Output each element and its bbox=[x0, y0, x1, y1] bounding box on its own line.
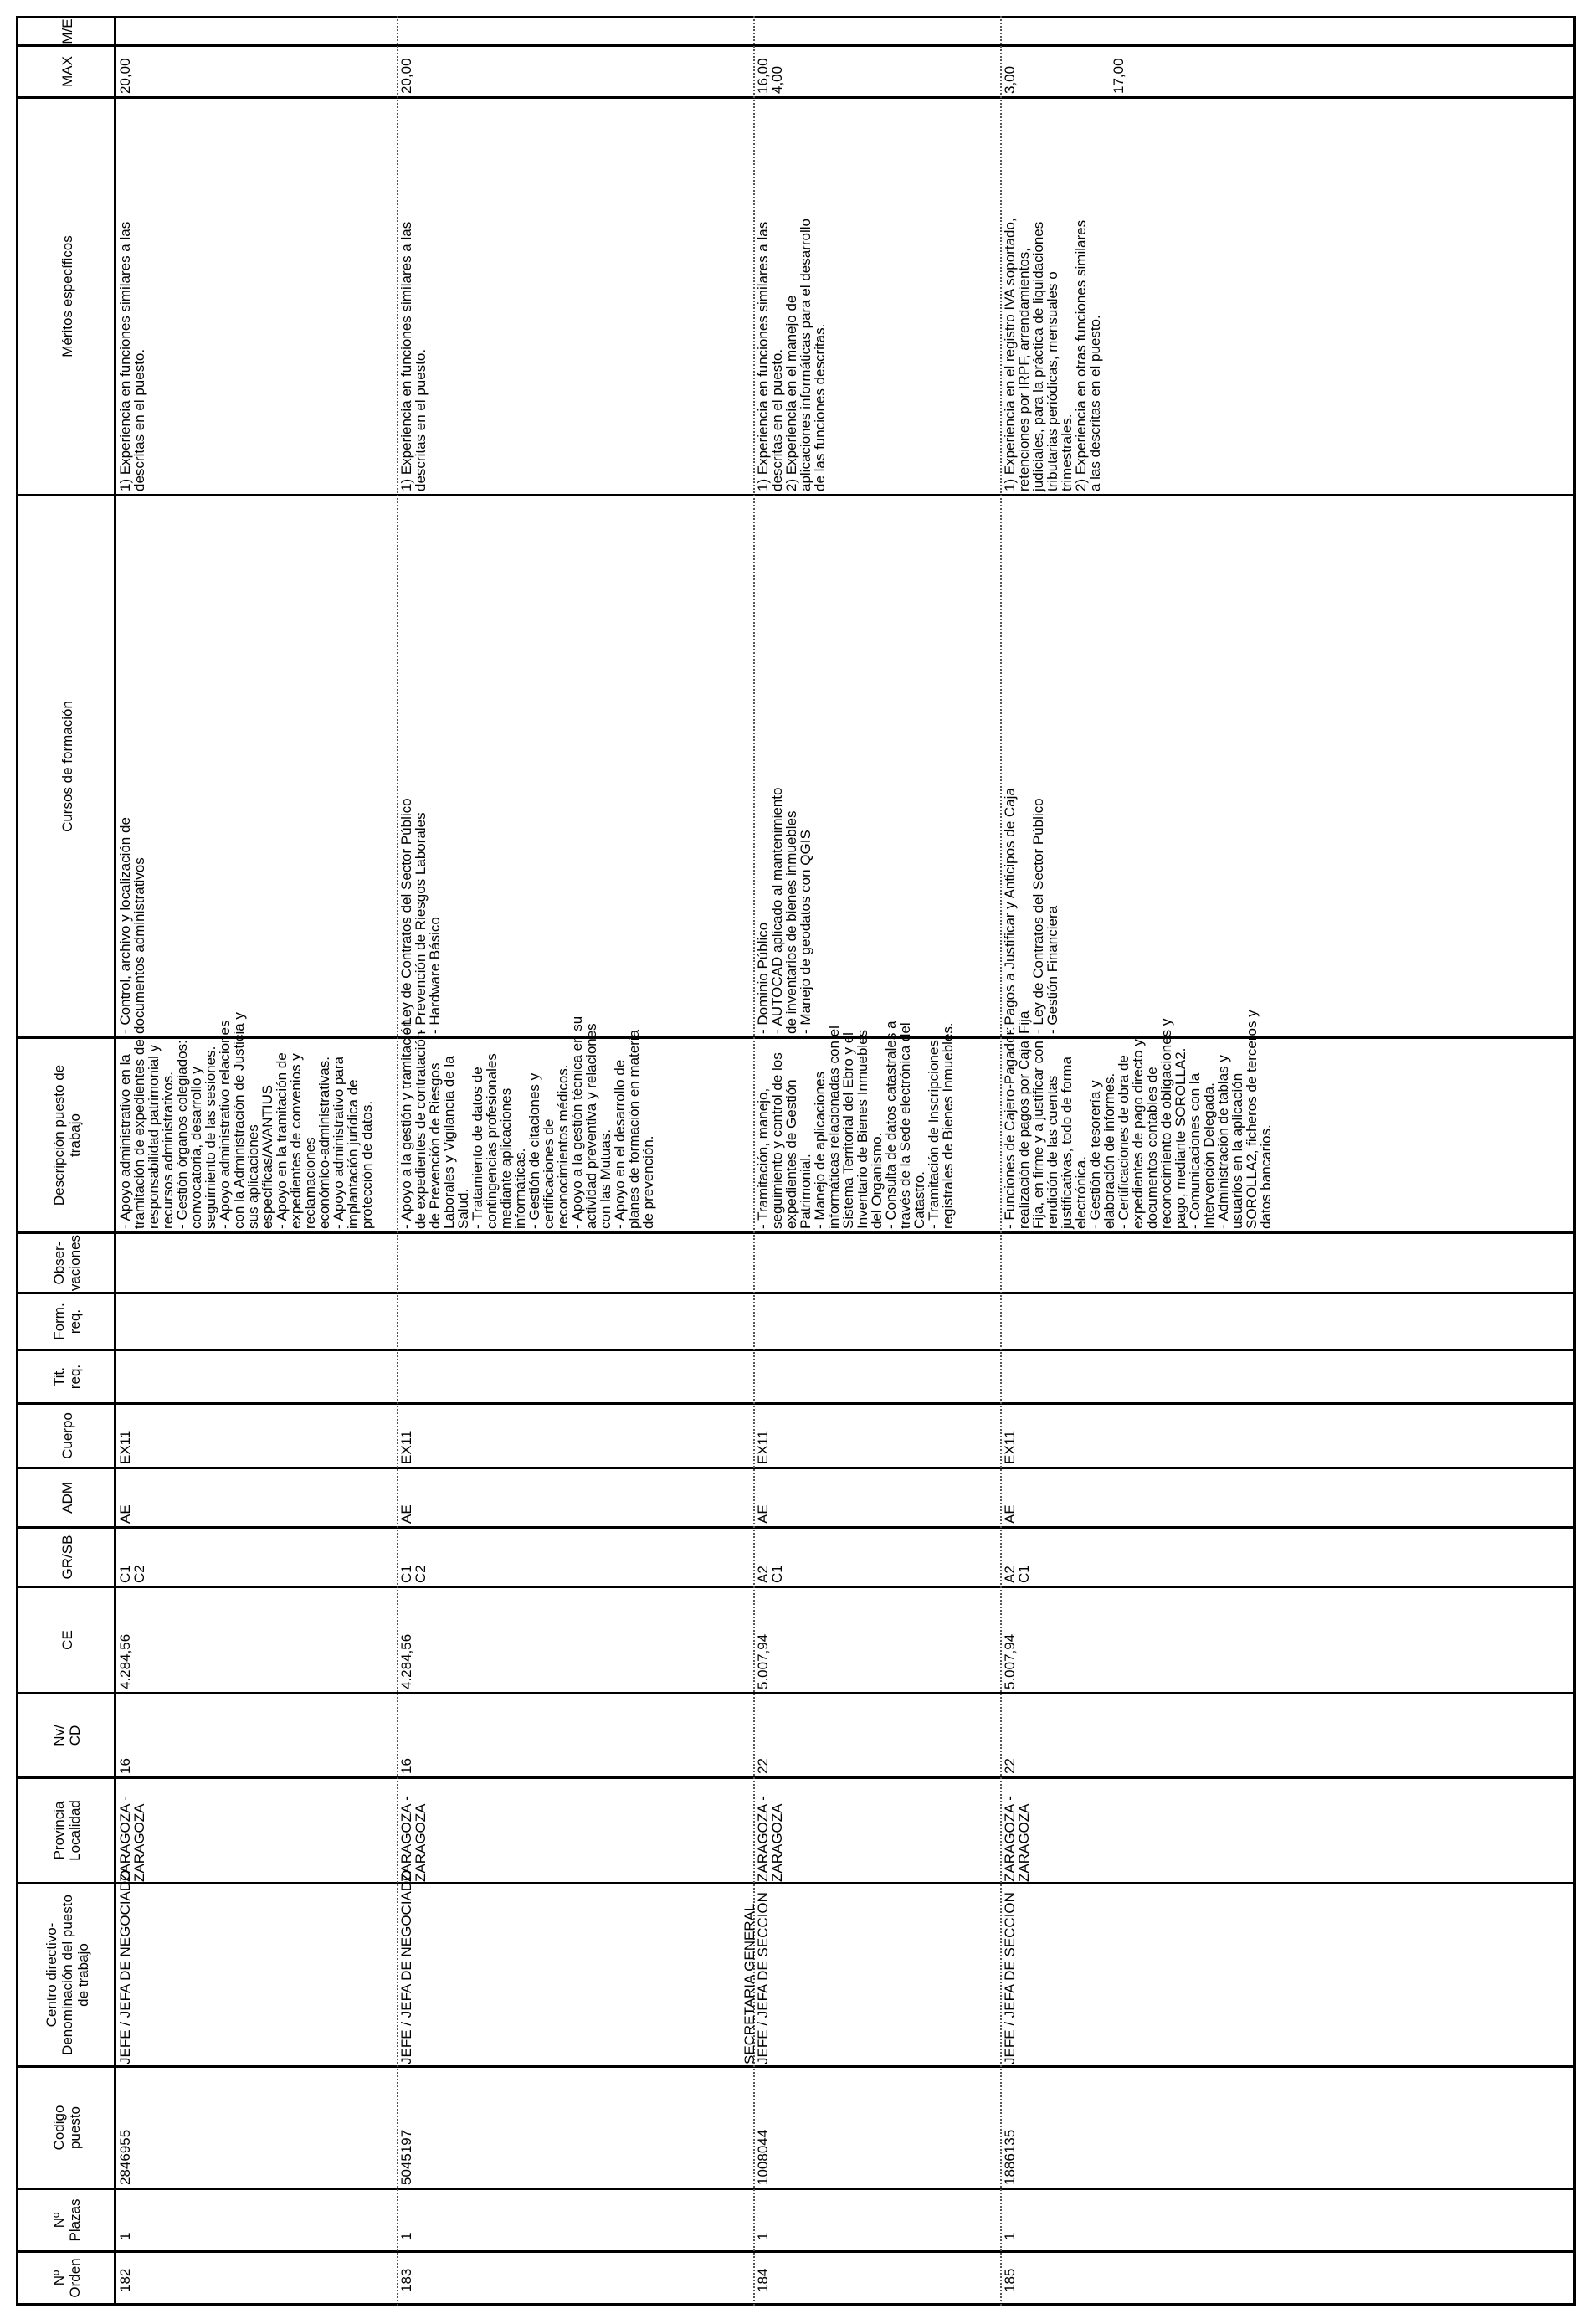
cell-ce: 4.284,56 bbox=[398, 1633, 414, 1689]
cell-provincia: ZARAGOZA - ZARAGOZA bbox=[398, 1796, 429, 1882]
header-titulacion: Tit. req. bbox=[51, 1364, 83, 1390]
cell-orden: 185 bbox=[1002, 2268, 1018, 2292]
cell-descripcion: - Funciones de Cajero-Pagador: realización de pagos por Caja Fija, en firme y a justificar con rendición de las cuentas justificativas, todo de forma electrónica. - Gestión de tesorería y elaboración de informes. - Certificaciones de obra de expedientes de pago directo y documentos contables de reconocimiento de obligaciones y pago, mediante SOROLLA2. - Comunicaciones con la Intervención Delegada. - Administración de tablas y usuarios en la aplicación SOROLLA2, ficheros de terceros y datos bancarios. bbox=[1002, 1010, 1274, 1229]
cell-adm: AE bbox=[1002, 1504, 1018, 1524]
cell-provincia: ZARAGOZA - ZARAGOZA bbox=[117, 1796, 147, 1882]
column-divider bbox=[16, 1882, 1576, 1884]
cell-codigo: 1886135 bbox=[1002, 2129, 1018, 2185]
header-orden: Nº Orden bbox=[51, 2258, 83, 2298]
cell-ce: 5.007,94 bbox=[755, 1633, 771, 1689]
cell-nivel: 22 bbox=[755, 1758, 771, 1774]
cell-cuerpo: EX11 bbox=[117, 1430, 133, 1464]
cell-centro: JEFE / JEFA DE NEGOCIADO bbox=[398, 1869, 414, 2064]
cell-nivel: 16 bbox=[117, 1758, 133, 1774]
cell-centro: JEFE / JEFA DE SECCION bbox=[755, 1892, 771, 2064]
header-codigo: Codigo puesto bbox=[51, 2105, 83, 2151]
cell-adm: AE bbox=[755, 1504, 771, 1524]
cell-grupo: C1 C2 bbox=[117, 1565, 147, 1583]
cell-centro-group: SECRETARIA GENERAL bbox=[742, 1903, 757, 2064]
column-divider bbox=[16, 1692, 1576, 1694]
cell-descripcion: - Tramitación, manejo, seguimiento y control de los expedientes de Gestión Patrimonial. - Manejo de aplicaciones informáticas relacionadas con el Sistema Territorial del Ebro y el Inventario de Bienes Inmuebles del Organismo. - Consulta de datos catastrales a través de la Sede electrónica del Catastro. - Tramitación de Inscripciones registrales de Bienes Inmuebles. bbox=[755, 1021, 956, 1229]
cell-plazas: 1 bbox=[755, 2232, 771, 2240]
cell-cursos: - Control, archivo y localización de documentos administrativos bbox=[117, 817, 147, 1034]
cell-max: 20,00 bbox=[398, 58, 414, 94]
column-divider bbox=[16, 2250, 1576, 2253]
column-divider bbox=[16, 1402, 1576, 1405]
cell-meritos: 1) Experiencia en funciones similares a las descritas en el puesto. bbox=[398, 221, 429, 491]
cell-codigo: 1008044 bbox=[755, 2129, 771, 2185]
cell-plazas: 1 bbox=[117, 2232, 133, 2240]
cell-cuerpo: EX11 bbox=[755, 1430, 771, 1464]
cell-ce: 4.284,56 bbox=[117, 1633, 133, 1689]
column-divider bbox=[16, 2188, 1576, 2190]
header-observaciones: Obser- vaciones bbox=[51, 1234, 83, 1292]
cell-plazas: 1 bbox=[1002, 2232, 1018, 2240]
cell-max: 16,00 4,00 bbox=[755, 58, 785, 94]
cell-max: 3,00 bbox=[1002, 65, 1018, 94]
header-me: M/E bbox=[59, 18, 75, 44]
cell-orden: 184 bbox=[755, 2268, 771, 2292]
header-formacion: Form. req. bbox=[51, 1303, 83, 1340]
cell-orden: 183 bbox=[398, 2268, 414, 2292]
cell-provincia: ZARAGOZA - ZARAGOZA bbox=[755, 1796, 785, 1882]
cell-provincia: ZARAGOZA - ZARAGOZA bbox=[1002, 1796, 1032, 1882]
header-adm: ADM bbox=[59, 1482, 75, 1514]
column-divider bbox=[16, 1776, 1576, 1779]
cell-codigo: 2846955 bbox=[117, 2129, 133, 2185]
column-divider bbox=[16, 1586, 1576, 1588]
column-divider bbox=[16, 1467, 1576, 1469]
cell-meritos: 1) Experiencia en funciones similares a las descritas en el puesto. 2) Experiencia en el manejo de aplicaciones informáticas para el desarrollo de las funciones descritas. bbox=[755, 219, 828, 491]
cell-orden: 182 bbox=[117, 2268, 133, 2292]
cell-meritos: 1) Experiencia en el registro IVA soportado, retenciones por IRPF, arrendamientos, judiciales, para la práctica de liquidaciones tributarias periódicas, mensuales o trimestrales. 2) Experiencia en otras funciones similares a las descritas en el puesto. bbox=[1002, 218, 1103, 491]
header-ce: CE bbox=[59, 1630, 75, 1650]
cell-cuerpo: EX11 bbox=[398, 1430, 414, 1464]
cell-cursos: - Ley de Contratos del Sector Público - Prevención de Riesgos Laborales - Hardware Básico bbox=[398, 798, 443, 1034]
cell-ce: 5.007,94 bbox=[1002, 1633, 1018, 1689]
column-divider bbox=[16, 1526, 1576, 1529]
cell-adm: AE bbox=[117, 1504, 133, 1524]
cell-centro: JEFE / JEFA DE NEGOCIADO bbox=[117, 1869, 133, 2064]
cell-max: 20,00 bbox=[117, 58, 133, 94]
header-centro: Centro directivo- Denominación del puesto de trabajo bbox=[43, 1895, 91, 2055]
cell-codigo: 5045197 bbox=[398, 2129, 414, 2185]
header-cuerpo: Cuerpo bbox=[59, 1412, 75, 1459]
cell-max-2: 17,00 bbox=[1111, 58, 1127, 94]
header-cursos: Cursos de formación bbox=[59, 701, 75, 832]
cell-cursos: - Pagos a Justificar y Anticipos de Caja Fija - Ley de Contratos del Sector Público - Gestión Financiera bbox=[1002, 788, 1060, 1034]
cell-descripcion: - Apoyo administrativo en la tramitación de expedientes de responsabilidad patrimonial y recursos administrativos. - Gestión órganos colegiados: convocatoria, desarrollo y seguimiento de las sesiones. - Apoyo administrativo relaciones con la Administración de Justicia y sus aplicaciones específicas/AVANTIUS - Apoyo en la tramitación de expedientes de convenios y reclamaciones económico-administrativas. - Apoyo administrativo para implantación jurídica de protección de datos. bbox=[117, 1012, 375, 1229]
cell-grupo: C1 C2 bbox=[398, 1565, 429, 1583]
cell-cursos: - Dominio Público - AUTOCAD aplicado al mantenimiento de inventarios de bienes inmuebles - Manejo de geodatos con QGIS bbox=[755, 787, 813, 1034]
header-descripcion: Descripción puesto de trabajo bbox=[51, 1064, 83, 1206]
cell-nivel: 16 bbox=[398, 1758, 414, 1774]
cell-grupo: A2 C1 bbox=[1002, 1565, 1032, 1583]
column-divider bbox=[16, 96, 1576, 99]
header-max: MAX bbox=[59, 56, 75, 87]
column-divider bbox=[16, 1349, 1576, 1351]
column-divider bbox=[16, 1231, 1576, 1234]
column-divider bbox=[16, 494, 1576, 496]
header-grupo: GR/SB bbox=[59, 1535, 75, 1580]
cell-centro: JEFE / JEFA DE SECCION bbox=[1002, 1892, 1018, 2064]
cell-meritos: 1) Experiencia en funciones similares a las descritas en el puesto. bbox=[117, 221, 147, 491]
header-provincia: Provincia Localidad bbox=[51, 1800, 83, 1861]
cell-cuerpo: EX11 bbox=[1002, 1430, 1018, 1464]
cell-descripcion: - Apoyo a la gestión y tramitación de expedientes de contratación de Prevención de Riesgos Laborales y Vigilancia de la Salud. - Tratamiento de datos de contingencias profesionales mediante aplicaciones informáticas. - Gestión de citaciones y certificaciones de reconocimientos médicos. - Apoyo a la gestión técnica en su actividad preventiva y relaciones con las Mutuas. - Apoyo en el desarrollo de planes de formación en materia de prevención. bbox=[398, 1015, 656, 1229]
cell-nivel: 22 bbox=[1002, 1758, 1018, 1774]
cell-adm: AE bbox=[398, 1504, 414, 1524]
cell-plazas: 1 bbox=[398, 2232, 414, 2240]
header-nivel: Nv/ CD bbox=[51, 1725, 83, 1746]
column-divider bbox=[16, 1292, 1576, 1294]
header-meritos: Méritos específicos bbox=[59, 235, 75, 357]
column-divider bbox=[16, 2065, 1576, 2068]
column-divider bbox=[16, 44, 1576, 47]
cell-grupo: A2 C1 bbox=[755, 1565, 785, 1583]
header-plazas: Nº Plazas bbox=[51, 2198, 83, 2242]
